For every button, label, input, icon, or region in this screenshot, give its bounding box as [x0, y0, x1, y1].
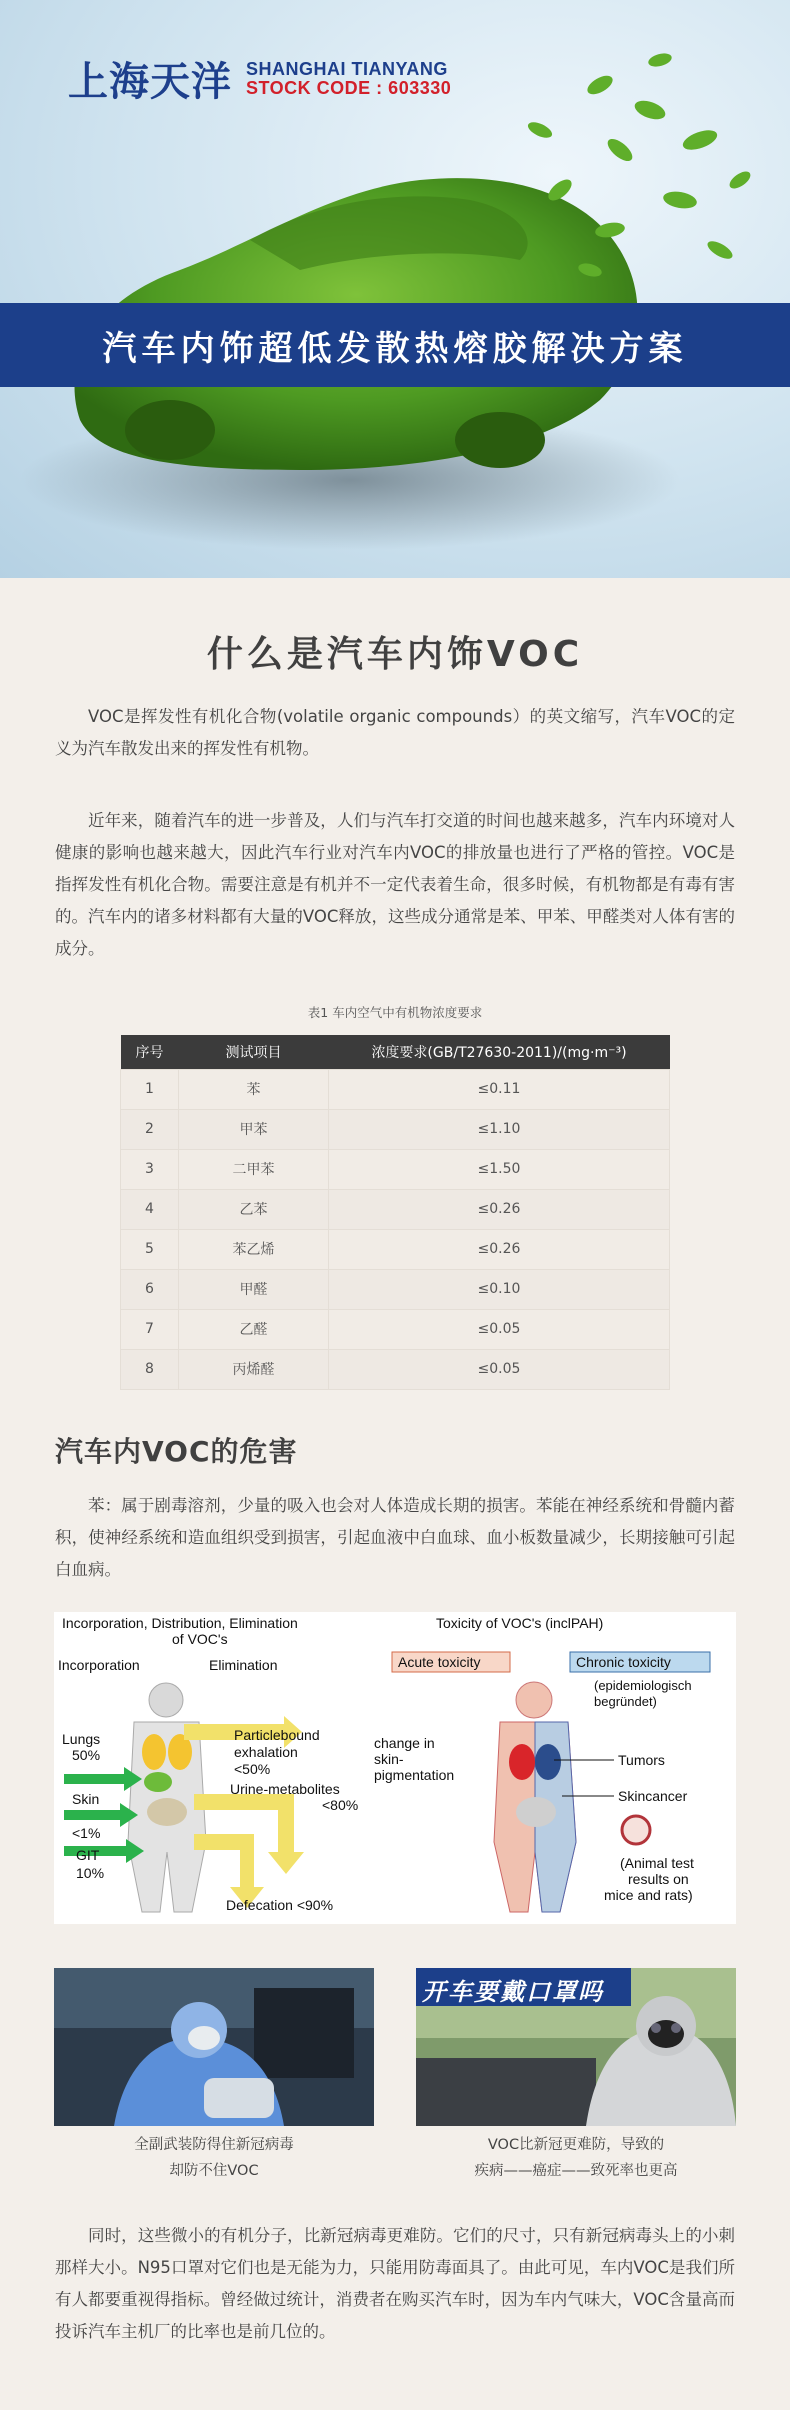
cell-limit: ≤0.05: [329, 1309, 670, 1349]
change-label-3: pigmentation: [374, 1766, 455, 1783]
cell-limit: ≤0.26: [329, 1189, 670, 1229]
photo-left-block: [54, 1968, 374, 2184]
left-title: Incorporation, Distribution, Elimination: [62, 1614, 298, 1631]
urine-label-1: Urine-metabolites: [230, 1780, 340, 1797]
cell-index: 7: [121, 1309, 179, 1349]
left-caption-line-1: 全副武装防得住新冠病毒: [134, 2136, 294, 2153]
protective-suit-image: [54, 1968, 374, 2126]
skin-pct: <1%: [72, 1824, 101, 1841]
cell-index: 3: [121, 1149, 179, 1189]
particle-label-2: exhalation: [234, 1743, 298, 1760]
table-header-row: [121, 1035, 670, 1069]
paragraph-voc-definition: VOC是挥发性有机化合物(volatile organic compounds）的英文缩写，汽车VOC的定义为汽车散发出来的挥发性有机物。: [55, 707, 735, 758]
lungs-pct: 50%: [72, 1746, 101, 1763]
right-title: Toxicity of VOC's (inclPAH): [436, 1614, 604, 1631]
table-row: [121, 1189, 670, 1229]
paragraph-benzene: 苯：属于剧毒溶剂，少量的吸入也会对人体造成长期的损害。苯能在神经系统和骨髓内蓄积，使神经系统和造血组织受到损害，引起血液中白血球、血小板数量减少，长期接触可引起白血病。: [55, 1495, 735, 1579]
cell-index: 4: [121, 1189, 179, 1229]
skincancer-label: Skincancer: [618, 1787, 688, 1804]
cell-limit: ≤1.50: [329, 1149, 670, 1189]
hero-banner: [0, 0, 790, 578]
header-item: 测试项目: [179, 1035, 329, 1069]
cell-limit: ≤1.10: [329, 1109, 670, 1149]
logo-en-name: SHANGHAI TIANYANG: [246, 58, 448, 79]
mask-question-overlay: 开车要戴口罩吗: [422, 1977, 604, 2006]
cell-limit: ≤0.11: [329, 1069, 670, 1109]
animal-label-1: (Animal test: [620, 1854, 694, 1871]
cell-item: 甲苯: [179, 1109, 329, 1149]
table-row: [121, 1269, 670, 1309]
change-label-1: change in: [374, 1734, 435, 1751]
right-caption-line-1: VOC比新冠更难防，导致的: [487, 2136, 665, 2153]
right-photo-caption: [416, 2132, 736, 2184]
elimination-label: Elimination: [209, 1656, 278, 1673]
photo-right-block: [416, 1968, 736, 2184]
voc-limit-table: [120, 1035, 670, 1390]
table-row: [121, 1229, 670, 1269]
mouse-icon: [622, 1816, 650, 1844]
incorporation-label: Incorporation: [58, 1656, 140, 1673]
left-caption-line-2: 却防不住VOC: [169, 2162, 259, 2179]
section-title-what-is-voc: 什么是汽车内饰VOC: [206, 634, 584, 675]
section-title-voc-hazards: 汽车内VOC的危害: [55, 1434, 298, 1468]
left-photo-caption: [54, 2132, 374, 2184]
cell-item: 苯: [179, 1069, 329, 1109]
logo-cn-text: 上海天洋: [68, 59, 232, 105]
cell-index: 2: [121, 1109, 179, 1149]
cell-index: 5: [121, 1229, 179, 1269]
chronic-label: Chronic toxicity: [576, 1653, 671, 1670]
change-label-2: skin-: [374, 1750, 404, 1767]
table-row: [121, 1069, 670, 1109]
table-row: [121, 1149, 670, 1189]
company-logo: [68, 50, 451, 107]
lungs-label: Lungs: [62, 1730, 101, 1747]
git-pct: 10%: [76, 1864, 105, 1881]
cell-item: 乙苯: [179, 1189, 329, 1229]
cell-item: 二甲苯: [179, 1149, 329, 1189]
photo-row: [0, 1968, 790, 2184]
epi-label-2: begründet): [594, 1693, 657, 1709]
animal-label-3: mice and rats): [604, 1886, 693, 1903]
human-body-right: [494, 1682, 576, 1912]
defecation-label: Defecation <90%: [226, 1896, 334, 1913]
main-content: [0, 578, 790, 2348]
acute-label: Acute toxicity: [398, 1653, 481, 1670]
git-label: GIT: [76, 1846, 100, 1863]
animal-label-2: results on: [628, 1870, 689, 1887]
diagram-graphic: [54, 1612, 736, 1924]
table-row: [121, 1109, 670, 1149]
cell-item: 丙烯醛: [179, 1349, 329, 1389]
title-banner: [0, 303, 790, 387]
table-row: [121, 1309, 670, 1349]
urine-label-2: <80%: [322, 1796, 359, 1813]
cell-limit: ≤0.10: [329, 1269, 670, 1309]
cell-item: 乙醛: [179, 1309, 329, 1349]
table-row: [121, 1349, 670, 1389]
tumors-label: Tumors: [618, 1751, 665, 1768]
header-index: 序号: [121, 1035, 179, 1069]
cell-item: 甲醛: [179, 1269, 329, 1309]
particle-label-1: Particlebound: [234, 1726, 320, 1743]
cell-item: 苯乙烯: [179, 1229, 329, 1269]
voc-toxicity-diagram: [54, 1612, 736, 1924]
cell-index: 8: [121, 1349, 179, 1389]
right-caption-line-2: 疾病——癌症——致死率也更高: [474, 2162, 678, 2179]
cell-index: 6: [121, 1269, 179, 1309]
stock-code: STOCK CODE : 603330: [246, 77, 452, 98]
skin-label: Skin: [72, 1790, 100, 1807]
table-caption: 表1 车内空气中有机物浓度要求: [307, 1005, 483, 1020]
cell-limit: ≤0.26: [329, 1229, 670, 1269]
epi-label-1: (epidemiologisch: [594, 1677, 692, 1693]
paragraph-voc-vs-virus: 同时，这些微小的有机分子，比新冠病毒更难防。它们的尺寸，只有新冠病毒头上的小刺那样大小。N95口罩对它们也是无能为力，只能用防毒面具了。由此可见，车内VOC是我们所有人都要重视得指标。曾经做过统计，消费者在购买汽车时，因为车内气味大，VOC含量高而投诉汽车主机厂的比率也是前几位的。: [55, 2225, 735, 2341]
gas-mask-photo: [416, 1968, 736, 2126]
cell-index: 1: [121, 1069, 179, 1109]
header-limit: 浓度要求(GB/T27630-2011)/(mg·m⁻³): [329, 1035, 670, 1069]
left-title-2: of VOC's: [172, 1630, 228, 1647]
cell-limit: ≤0.05: [329, 1349, 670, 1389]
particle-label-3: <50%: [234, 1760, 271, 1777]
banner-title: 汽车内饰超低发散热熔胶解决方案: [102, 328, 688, 369]
logo-en-block: [246, 60, 451, 98]
protective-suit-photo: [54, 1968, 374, 2126]
paragraph-voc-background: 近年来，随着汽车的进一步普及，人们与汽车打交道的时间也越来越多，汽车内环境对人健康的影响也越来越大，因此汽车行业对汽车内VOC的排放量也进行了严格的管控。VOC是指挥发性有机化合物。需要注意是有机并不一定代表着生命，很多时候，有机物都是有毒有害的。汽车内的诸多材料都有大量的VOC释放，这些成分通常是苯、甲苯、甲醛类对人体有害的成分。: [55, 811, 735, 958]
